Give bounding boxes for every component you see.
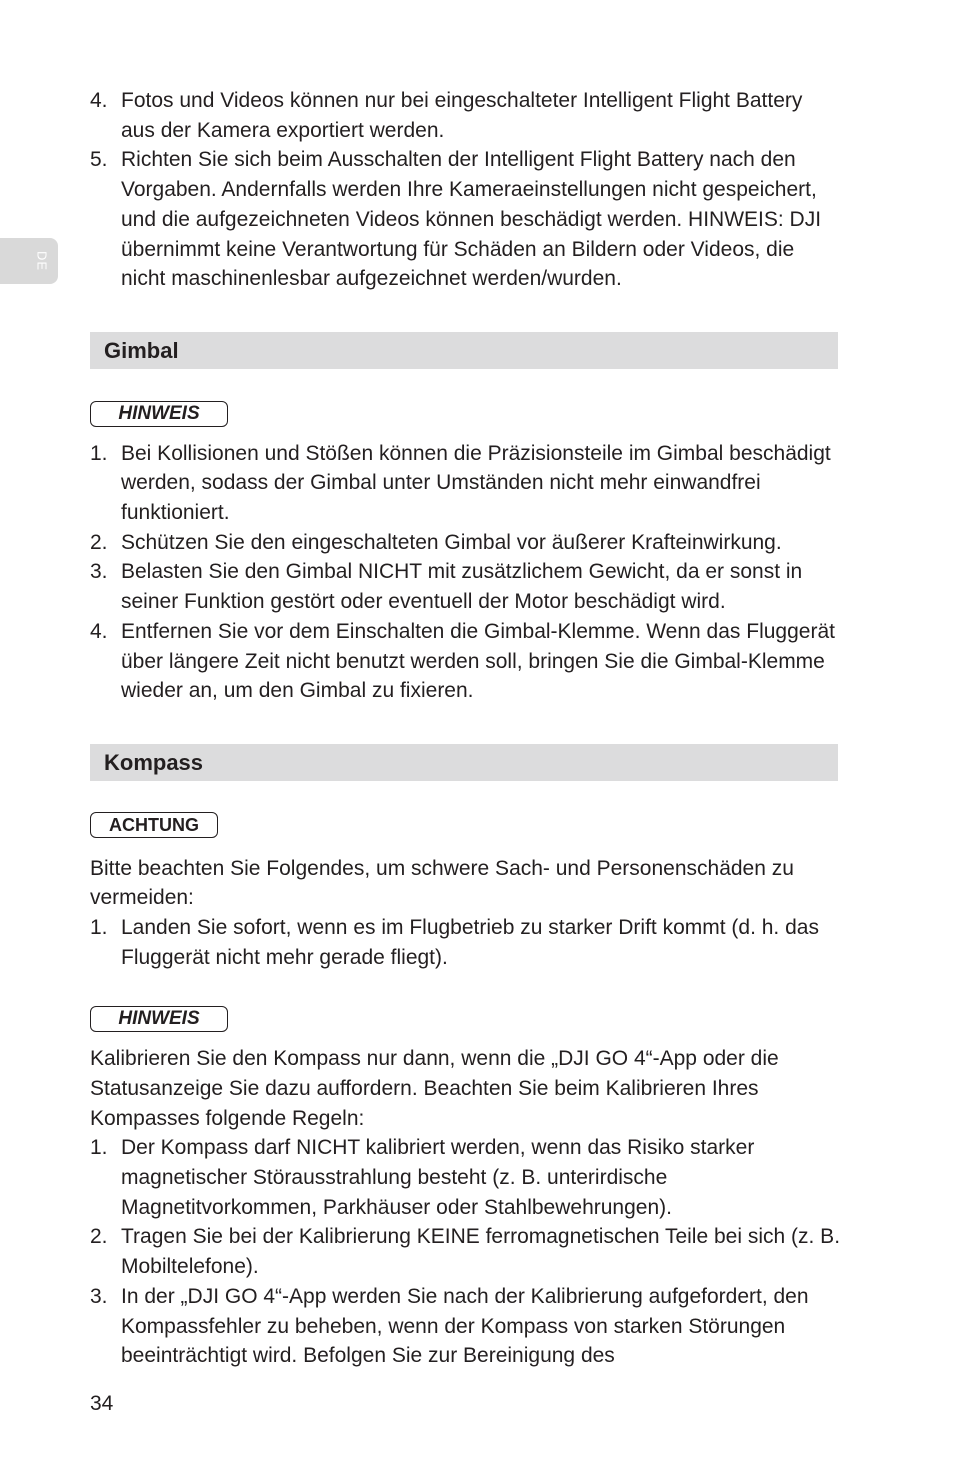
intro-list <box>90 86 842 294</box>
list-item-text: Der Kompass darf NICHT kalibriert werden, wenn das Risiko starker magnetischer Störausstrahlung besteht (z. B. unterirdische Magnetitvorkommen, Parkhäuser oder Stahlbewehrungen). <box>121 1136 755 1219</box>
list-item-number: 1. <box>90 916 108 940</box>
list-item-number: 2. <box>90 530 108 554</box>
list-item-text: In der „DJI GO 4“-App werden Sie nach der Kalibrierung aufgefordert, den Kompassfehler zu beheben, wenn der Kompass von starken Störungen beeinträchtigt wird. Befolgen Sie zur Bereinigung des <box>121 1284 809 1368</box>
list-item-number: 2. <box>90 1225 108 1249</box>
list-item-text: Fotos und Videos können nur bei eingeschalteter Intelligent Flight Battery aus der Kamera exportiert werden. <box>121 89 803 142</box>
language-tab <box>0 238 58 284</box>
list-item-text: Bei Kollisionen und Stößen können die Präzisionsteile im Gimbal beschädigt werden, sodass der Gimbal unter Umständen nicht mehr einwandfrei funktioniert. <box>121 441 831 525</box>
list-item <box>90 528 842 558</box>
list-item <box>90 1133 842 1222</box>
page-number: 34 <box>90 1392 114 1415</box>
notice-badge: HINWEIS <box>90 1006 228 1032</box>
list-item-number: 5. <box>90 148 108 172</box>
list-item-number: 1. <box>90 1136 108 1160</box>
list-item-text: Belasten Sie den Gimbal NICHT mit zusätzlichem Gewicht, da er sonst in seiner Funktion gestört oder eventuell der Motor beschädigt wird. <box>121 560 803 614</box>
list-item-text: Richten Sie sich beim Ausschalten der Intelligent Flight Battery nach den Vorgaben. Andernfalls werden Ihre Kameraeinstellungen nicht gespeichert, und die aufgezeichneten Videos können beschädigt werden. HINWEIS: DJI übernimmt keine Verantwortung für Schäden an Bildern oder Videos, die nicht maschinenlesbar aufgezeichnet werden/wurden. <box>121 148 822 291</box>
list-item-number: 4. <box>90 619 108 643</box>
list-item <box>90 145 842 294</box>
list-item <box>90 439 842 528</box>
list-item <box>90 617 842 706</box>
page-content <box>90 86 842 1371</box>
list-item <box>90 557 842 616</box>
list-item-number: 3. <box>90 560 108 584</box>
list-item <box>90 913 842 972</box>
list-item-text: Tragen Sie bei der Kalibrierung KEINE ferromagnetischen Teile bei sich (z. B. Mobiltelefone). <box>121 1225 841 1279</box>
caution-list <box>90 913 842 972</box>
caution-badge: ACHTUNG <box>90 812 218 838</box>
gimbal-list <box>90 439 842 706</box>
list-item <box>90 1282 842 1371</box>
notice-intro: Kalibrieren Sie den Kompass nur dann, wenn die „DJI GO 4“-App oder die Statusanzeige Sie dazu auffordern. Beachten Sie beim Kalibrieren Ihres Kompasses folgende Regeln: <box>90 1047 779 1130</box>
list-item-text: Schützen Sie den eingeschalteten Gimbal vor äußerer Krafteinwirkung. <box>121 530 782 554</box>
list-item-text: Entfernen Sie vor dem Einschalten die Gimbal-Klemme. Wenn das Fluggerät über längere Zeit nicht benutzt werden soll, bringen Sie die Gimbal-Klemme wieder an, um den Gimbal zu fixieren. <box>121 619 835 703</box>
language-tab-label: DE <box>34 250 50 272</box>
notice-badge: HINWEIS <box>90 401 228 427</box>
gimbal-heading: Gimbal <box>90 332 838 369</box>
list-item-text: Landen Sie sofort, wenn es im Flugbetrieb zu starker Drift kommt (d. h. das Fluggerät nicht mehr gerade fliegt). <box>121 916 819 969</box>
list-item <box>90 1222 842 1281</box>
kompass-heading: Kompass <box>90 744 838 781</box>
list-item-number: 1. <box>90 441 108 465</box>
list-item-number: 4. <box>90 89 108 112</box>
list-item-number: 3. <box>90 1284 108 1308</box>
list-item <box>90 86 842 145</box>
notice-list <box>90 1133 842 1371</box>
caution-intro: Bitte beachten Sie Folgendes, um schwere Sach- und Personenschäden zu vermeiden: <box>90 856 794 910</box>
